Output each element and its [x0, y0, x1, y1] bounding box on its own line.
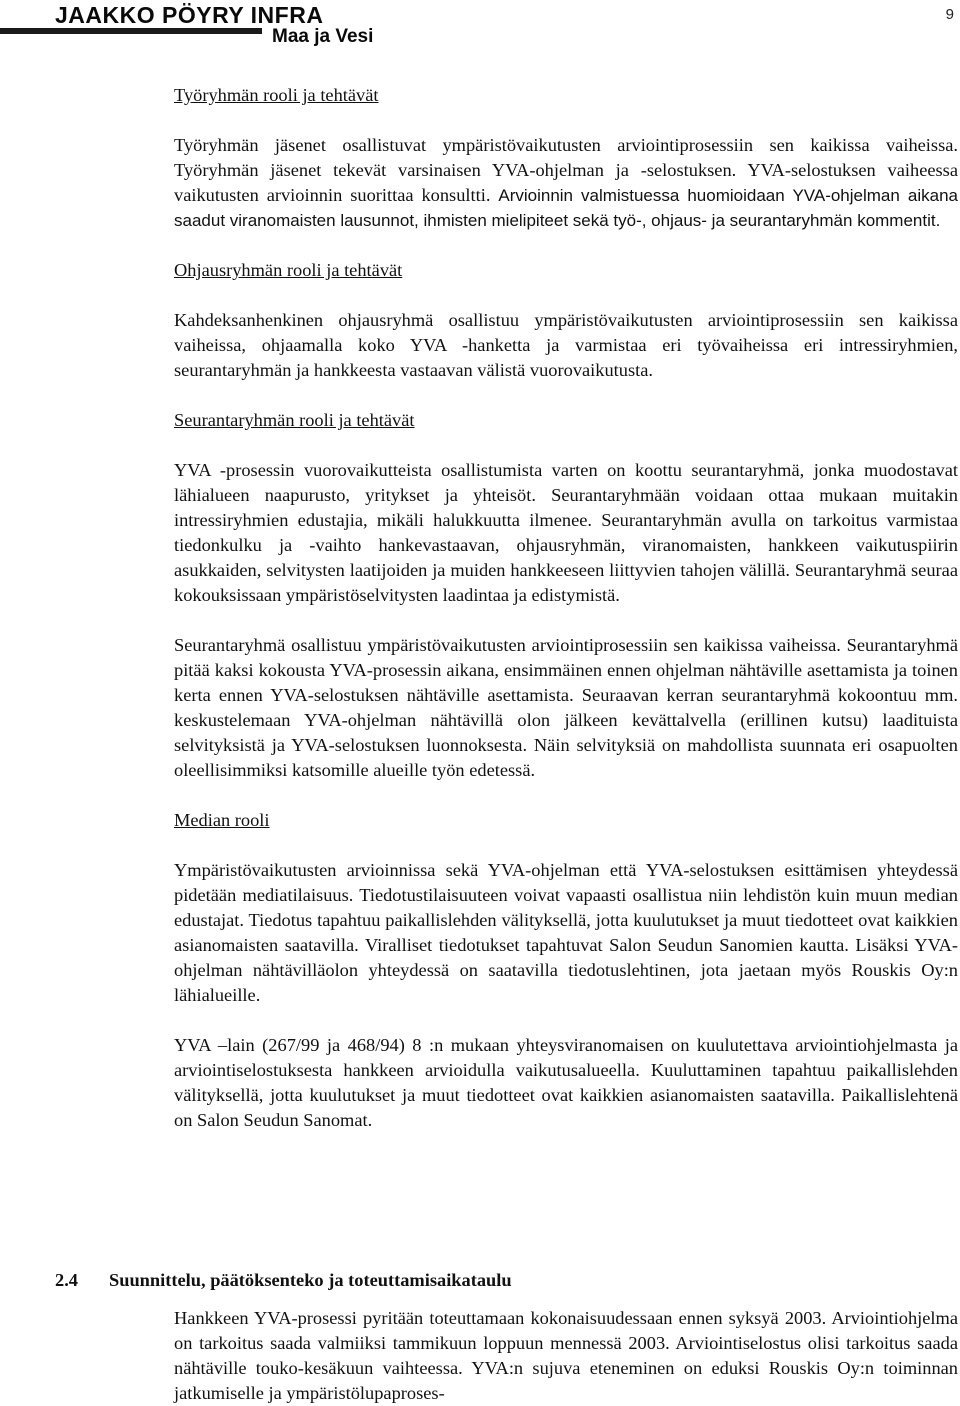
company-logo: JAAKKO PÖYRY INFRA	[55, 2, 324, 28]
paragraph: Ympäristövaikutusten arvioinnissa sekä YVA-ohjelman että YVA-selostuksen esittämisen yhteydessä pidetään mediatilaisuus. Tiedotustilaisuuteen voivat vapaasti osallistua niin lehdistön kuin muun median edustajat. Tiedotus tapahtuu paikallislehden välityksellä, jotta kuulutukset ja muut tiedotteet ovat kaikkien asianomaisten saatavilla. Viralliset tiedotukset tapahtuvat Salon Seudun Sanomien kautta. Lisäksi YVA-ohjelman nähtävilläolon yhteydessä on saatavilla tiedotuslehtinen, jota jaetaan myös Rouskis Oy:n lähialueille.	[174, 860, 958, 1005]
section-heading-tyoryhma: Työryhmän rooli ja tehtävät	[174, 85, 379, 105]
paragraph-sans-segment: Arvioinnin valmistuessa huomioidaan YVA-ohjelman aikana saadut viranomaisten lausunnot, ihmisten mielipiteet sekä työ-, ohjaus- ja seurantaryhmän kommentit.	[174, 186, 958, 230]
page-number: 9	[945, 6, 954, 23]
paragraph: YVA -prosessin vuorovaikutteista osallistumista varten on koottu seurantaryhmä, jonka muodostavat lähialueen naapurusto, yritykset ja yhteisöt. Seurantaryhmään voidaan ottaa mukaan muitakin intressiryhmien edustajia, mikäli halukkuutta ilmenee. Seurantaryhmän avulla on tarkoitus varmistaa tiedonkulku ja -vaihto hankevastaavan, ohjausryhmän, viranomaisten, hankkeen vaikutuspiirin asukkaiden, selvitysten laatijoiden ja muiden hankkeeseen liittyvien tahojen välillä. Seurantaryhmä seuraa kokouksissaan ympäristöselvitysten laadintaa ja edistymistä.	[174, 460, 958, 605]
section-title: Suunnittelu, päätöksenteko ja toteuttamisaikataulu	[109, 1270, 512, 1290]
company-division: Maa ja Vesi	[272, 26, 374, 47]
section-number: 2.4	[55, 1270, 78, 1290]
document-body	[174, 83, 958, 1133]
paragraph: YVA –lain (267/99 ja 468/94) 8 :n mukaan yhteysviranomaisen on kuulutettava arviointiohjelmasta ja arviointiselostuksesta hankkeen arvioidulla vaikutusalueella. Kuuluttaminen tapahtuu paikallislehden välityksellä, jotta kuulutukset ja muut tiedotteet ovat kaikkien asianomaisten saatavilla. Paikallislehtenä on Salon Seudun Sanomat.	[174, 1035, 958, 1130]
section-heading-seurantaryhma: Seurantaryhmän rooli ja tehtävät	[174, 410, 415, 430]
section-heading-ohjausryhma: Ohjausryhmän rooli ja tehtävät	[174, 260, 403, 280]
header-rule	[0, 28, 262, 34]
section-2-4-body	[174, 1306, 958, 1406]
paragraph: Kahdeksanhenkinen ohjausryhmä osallistuu ympäristövaikutusten arviointiprosessiin sen kaikissa vaiheissa, ohjaamalla koko YVA -hanketta ja varmistaa eri työvaiheissa eri intressiryhmien, seurantaryhmän ja hankkeesta vastaavan välistä vuorovaikutusta.	[174, 310, 958, 380]
page-header	[0, 0, 960, 52]
paragraph: Seurantaryhmä osallistuu ympäristövaikutusten arviointiprosessiin sen kaikissa vaiheissa. Seurantaryhmä pitää kaksi kokousta YVA-prosessin aikana, ensimmäinen ennen ohjelman nähtäville asettamista ja toinen kerta ennen YVA-selostuksen nähtäville asettamista. Seuraavan kerran seurantaryhmä kokoontuu mm. keskustelemaan YVA-ohjelman nähtävillä olon jälkeen kevättalvella (erillinen kutsu) laadituista selvityksistä ja YVA-selostuksen luonnoksesta. Näin selvityksiä on mahdollista suunnata eri osapuolten oleellisimmiksi katsomille alueille työn edetessä.	[174, 635, 958, 780]
section-heading-media: Median rooli	[174, 810, 270, 830]
paragraph: Hankkeen YVA-prosessi pyritään toteuttamaan kokonaisuudessaan ennen syksyä 2003. Arviointiohjelma on tarkoitus saada valmiiksi tammikuun loppuun mennessä 2003. Arviointiselostus olisi tarkoitus saada nähtäville touko-kesäkuun vaihteessa. YVA:n sujuva eteneminen on eduksi Rouskis Oy:n toiminnan jatkumiselle ja ympäristölupaproses-	[174, 1308, 958, 1403]
paragraph: Työryhmän jäsenet osallistuvat ympäristövaikutusten arviointiprosessiin sen kaikissa vaiheissa. Työryhmän jäsenet tekevät varsinaisen YVA-ohjelman ja -selostuksen. YVA-selostuksen vaiheessa vaikutusten arvioinnin suorittaa konsultti. Arvioinnin valmistuessa huomioidaan YVA-ohjelman aikana saadut viranomaisten lausunnot, ihmisten mielipiteet sekä työ-, ohjaus- ja seurantaryhmän kommentit.	[174, 135, 958, 230]
